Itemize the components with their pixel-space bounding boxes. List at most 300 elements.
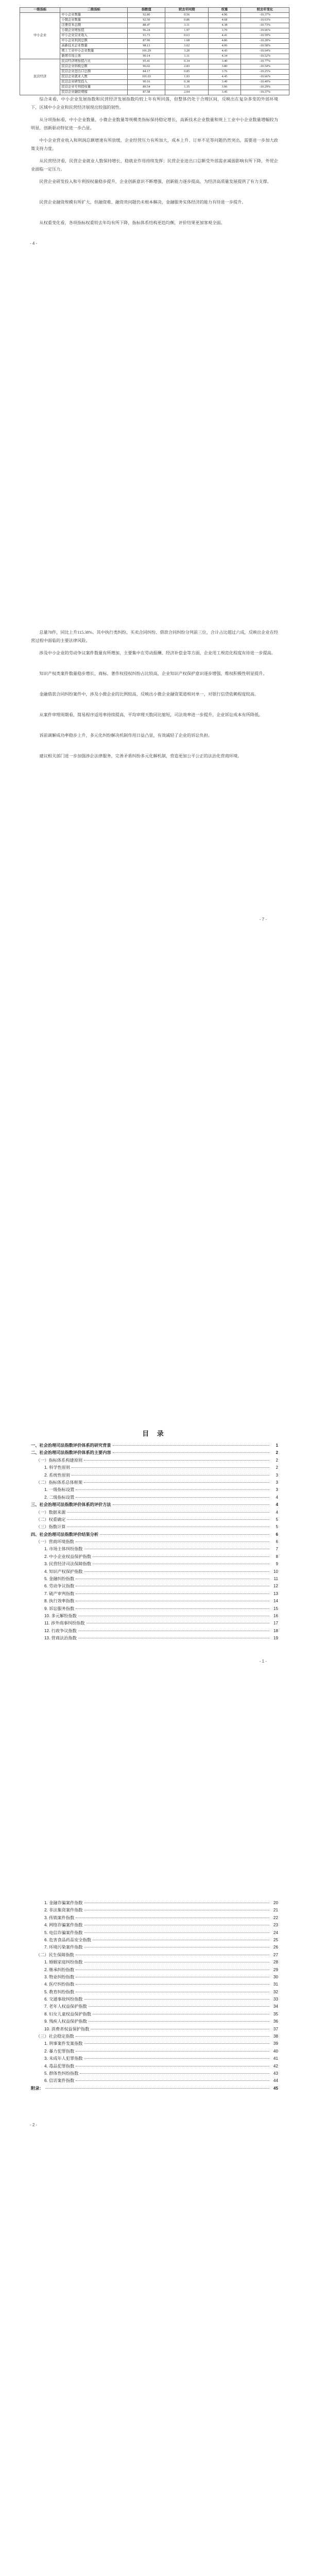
toc-entry[interactable]	[31, 1952, 278, 1959]
table-cell: 87.90	[128, 39, 165, 44]
toc-entry-title: 1. 科学性原则	[44, 1465, 71, 1470]
toc-entry-page: 30	[273, 1974, 278, 1979]
table-cell: 4.06	[209, 44, 241, 49]
toc-entry-title: 四、社会治理司法指数评价结果分析	[31, 1532, 99, 1537]
table-row	[20, 90, 289, 95]
toc-entry-page: 21	[273, 1908, 278, 1913]
table-cell: 小微企业数量	[60, 18, 128, 23]
paragraph: 从分项指标看，中小企业数量、小微企业数量等规模类指标保持稳定增长，高新技术企业数量和规上工业中小企业数量增幅较为明显，创新驱动特征进一步凸显。	[31, 117, 278, 130]
toc-entry-page: 5	[276, 1517, 278, 1522]
table-cell: 84.17	[128, 70, 165, 75]
toc-leader-dots	[76, 1608, 269, 1609]
toc-entry-title: 9. 诉讼服务指数	[44, 1606, 75, 1611]
page-number: - 4 -	[30, 241, 38, 246]
toc-entry-title: （二）权重确定	[36, 1517, 66, 1522]
toc-entry[interactable]	[31, 1930, 278, 1937]
toc-entry-page: 36	[273, 2019, 278, 2024]
toc-leader-dots	[76, 1984, 269, 1985]
toc-entry-page: 25	[273, 1937, 278, 1942]
toc-entry[interactable]	[31, 1465, 278, 1472]
toc-entry[interactable]	[31, 1458, 278, 1465]
toc-entry-title: 3. 物业纠纷指数	[44, 1974, 75, 1979]
toc-entry-page: 2	[276, 1465, 278, 1470]
paragraph: 从权重变化看，各项指标权重较去年均有所下降，指标体系结构更趋均衡，评价结果更加客观全面。	[39, 221, 225, 225]
toc-leader-dots	[84, 2058, 269, 2059]
toc-leader-dots	[67, 1519, 269, 1520]
toc-entry-page: 27	[273, 1952, 278, 1957]
table-cell: 4.68	[209, 18, 241, 23]
table-cell: 2.04	[165, 90, 209, 95]
table-cell: 2.83	[165, 64, 209, 70]
toc-entry-page: 22	[273, 1915, 278, 1920]
toc-entry[interactable]	[31, 1900, 278, 1907]
toc-entry-title: 5. 电信诈骗案件指数	[44, 1930, 83, 1935]
toc-entry-title: 1. 婚姻家庭纠纷指数	[44, 1960, 83, 1965]
toc-entry[interactable]	[31, 1583, 278, 1590]
toc-entry-title: 二、社会治理司法指数评价体系的主要内容	[31, 1450, 111, 1455]
table-row	[20, 13, 289, 18]
table-cell: 91.73	[128, 33, 165, 39]
toc-entry-title: 三、社会治理司法指数评价体系的评价方法	[31, 1502, 111, 1507]
toc-entry[interactable]	[31, 1517, 278, 1524]
toc-leader-dots	[93, 1556, 269, 1557]
toc-entry-title: 6. 交通事故纠纷指数	[44, 1997, 83, 2002]
table-row	[20, 18, 289, 23]
toc-leader-dots	[100, 1534, 269, 1535]
toc-leader-dots	[76, 2036, 269, 2037]
table-row	[20, 70, 289, 75]
table-row	[20, 80, 289, 85]
toc-leader-dots	[76, 1541, 269, 1542]
page-number: - 2 -	[30, 2123, 38, 2127]
toc-leader-dots	[76, 1489, 269, 1490]
toc-entry-page: 41	[273, 2056, 278, 2061]
page-number: - 7 -	[259, 917, 267, 922]
toc-leader-dots	[89, 2021, 269, 2022]
toc-entry-title: （二）民生保障指数	[36, 1952, 74, 1957]
toc-leader-dots	[67, 1512, 269, 1513]
toc-entry[interactable]	[31, 1532, 278, 1539]
toc-entry-page: 29	[273, 1967, 278, 1972]
table-group-cell: 中小企业	[20, 13, 60, 59]
toc-entry-page: 10	[273, 1569, 278, 1574]
table-row	[20, 44, 289, 49]
toc-entry-page: 39	[273, 2041, 278, 2046]
table-cell: 小微企业增加值	[60, 28, 128, 33]
toc-entry-title: 11. 涉外商事纠纷指数	[44, 1621, 85, 1626]
toc-entry[interactable]	[31, 1981, 278, 1989]
toc-entry-page: 16	[273, 1613, 278, 1618]
toc-entry[interactable]	[31, 1524, 278, 1531]
toc-entry-page: 9	[276, 1562, 278, 1567]
table-cell: 101.03	[128, 75, 165, 80]
toc-list	[31, 1900, 278, 2093]
table-cell: 0.85	[165, 70, 209, 75]
toc-entry[interactable]	[31, 1967, 278, 1974]
table-cell: 0.63	[165, 33, 209, 39]
toc-entry[interactable]	[31, 1613, 278, 1620]
toc-entry-page: 11	[273, 1577, 278, 1582]
toc-entry-page: 13	[273, 1591, 278, 1596]
toc-entry-title: （三）指数计算	[36, 1524, 66, 1530]
toc-entry[interactable]	[31, 1628, 278, 1635]
toc-entry-title: 一、社会治理司法指数评价体系的研究背景	[31, 1443, 111, 1448]
toc-title: 目 录	[142, 1430, 167, 1437]
toc-entry-page: 38	[273, 2034, 278, 2039]
toc-entry-page: 31	[273, 1982, 278, 1987]
toc-entry-page: 4	[276, 1502, 278, 1507]
table-cell: 3.20	[165, 49, 209, 54]
table-cell: 95.41	[128, 59, 165, 64]
table-cell: 4.45	[209, 75, 241, 80]
table-row	[20, 59, 289, 64]
toc-entry-title: 9. 残疾人权益保护指数	[44, 2019, 87, 2024]
toc-entry-title: 4. 知识产权保护指数	[44, 1569, 83, 1574]
toc-entry-title: 3. 民营经济司法保障指数	[44, 1562, 91, 1567]
toc-entry[interactable]	[31, 2086, 278, 2093]
toc-entry-page: 1	[276, 1443, 278, 1448]
toc-entry-title: 6. 危害食品药品安全指数	[44, 1937, 91, 1942]
toc-entry-page: 6	[276, 1532, 278, 1537]
toc-entry[interactable]	[31, 2004, 278, 2011]
table-cell: 注册资本总额	[60, 23, 128, 28]
table-cell: 1.97	[165, 28, 209, 33]
table-cell: 4.38	[209, 23, 241, 28]
table-header-cell: 一级指标	[20, 8, 60, 13]
table-cell: 0.56	[165, 13, 209, 18]
toc-leader-dots	[89, 2006, 269, 2007]
toc-entry-title: 4. 网络诈骗案件指数	[44, 1923, 83, 1928]
toc-entry[interactable]	[31, 1959, 278, 1967]
toc-entry[interactable]	[31, 1539, 278, 1546]
table-header-cell: 二级指标	[60, 8, 128, 13]
toc-entry-title: 1. 刑事案件发案指数	[44, 2041, 83, 2046]
toc-entry-page: 4	[276, 1495, 278, 1500]
table-cell: 101.29	[128, 49, 165, 54]
table-row	[20, 64, 289, 70]
paragraph: 民营企业研发投入和专利授权量稳步提升，企业创新意识不断增强，创新能力逐步提高，为经济高质量发展提供了有力支撑。	[39, 179, 271, 184]
toc-entry-page: 40	[273, 2048, 278, 2054]
document-page-2	[0, 608, 309, 1144]
toc-entry[interactable]	[31, 2011, 278, 2019]
toc-leader-dots	[113, 1445, 269, 1446]
table-cell: 民营企业进出口总额	[60, 70, 128, 75]
toc-entry-page: 4	[276, 1510, 278, 1515]
toc-leader-dots	[84, 1482, 269, 1483]
toc-page-2	[0, 1793, 309, 2442]
toc-entry-title: 5. 金融纠纷指数	[44, 1577, 75, 1582]
table-cell: 1.35	[165, 85, 209, 90]
toc-leader-dots	[76, 1497, 269, 1498]
toc-entry[interactable]	[31, 1620, 278, 1628]
toc-entry-page: 7	[276, 1547, 278, 1552]
toc-leader-dots	[113, 1452, 269, 1453]
table-cell: -10.25%	[241, 70, 289, 75]
toc-leader-dots	[84, 1571, 269, 1572]
table-cell: -10.77%	[241, 59, 289, 64]
toc-entry-page: 20	[273, 1901, 278, 1905]
table-cell: 中小企业数量	[60, 13, 128, 18]
toc-entry[interactable]	[31, 2026, 278, 2033]
table-cell: 3.11	[165, 23, 209, 28]
toc-entry-page: 23	[273, 1923, 278, 1928]
table-cell: 民营经济增加值占比	[60, 59, 128, 64]
table-cell: 90.14	[128, 54, 165, 59]
toc-entry-title: 2. 暴力犯罪指数	[44, 2048, 75, 2054]
toc-entry[interactable]	[31, 1996, 278, 2004]
paragraph: 综合来看，中小企业发展指数和民营经济发展指数均较上年有所回落，但整体仍处于合理区间，反映出在复杂多变的外部环境下，区域中小企业和民营经济展现出较强的韧性。	[31, 97, 278, 110]
toc-entry[interactable]	[31, 1606, 278, 1613]
table-cell: 96.02	[128, 64, 165, 70]
toc-entry-page: 3	[276, 1480, 278, 1485]
toc-entry[interactable]	[31, 1495, 278, 1502]
toc-entry[interactable]	[31, 2078, 278, 2085]
toc-leader-dots	[113, 1504, 269, 1505]
table-cell: 中小企业利润总额	[60, 39, 128, 44]
document-page-1	[0, 0, 309, 608]
table-cell: 民营企业研发投入	[60, 80, 128, 85]
toc-entry-page: 3	[276, 1472, 278, 1478]
toc-entry[interactable]	[31, 1635, 278, 1642]
table-cell: 89.54	[128, 85, 165, 90]
table-cell: 3.70	[209, 28, 241, 33]
toc-entry-title: 4. 毒品犯罪指数	[44, 2063, 75, 2069]
table-header-cell: 较去年变化	[241, 8, 289, 13]
table-row	[20, 33, 289, 39]
toc-entry-title: 2. 中小企业权益保护指数	[44, 1554, 91, 1559]
toc-entry[interactable]	[31, 1502, 278, 1509]
table-header-cell: 指数值	[128, 8, 165, 13]
toc-entry[interactable]	[31, 1907, 278, 1914]
paragraph: 知识产权类案件数量稳步增长，商标、著作权侵权纠纷占比较高，企业知识产权保护意识逐步增强，维权积极性明显提升。	[39, 671, 267, 676]
toc-entry-page: 32	[273, 1989, 278, 1994]
table-cell: -10.37%	[241, 90, 289, 95]
toc-entry[interactable]	[31, 1480, 278, 1487]
table-cell: -10.58%	[241, 44, 289, 49]
toc-entry-title: 10. 消费者权益保护指数	[44, 2026, 90, 2031]
table-cell: 民营企业融资规模	[60, 90, 128, 95]
toc-entry-page: 12	[273, 1584, 278, 1589]
toc-entry-page: 6	[276, 1539, 278, 1545]
table-cell: 3.45	[209, 90, 241, 95]
table-cell: 民营企业纳税总额	[60, 64, 128, 70]
toc-entry[interactable]	[31, 1554, 278, 1561]
toc-entry[interactable]	[31, 1989, 278, 1996]
paragraph: 金融借款合同纠纷案件中，涉及小微企业的比例较高，反映出小微企业融资渠道相对单一，对银行信贷依赖程度较高。	[39, 692, 259, 697]
toc-entry-page: 24	[273, 1930, 278, 1935]
toc-leader-dots	[45, 2088, 269, 2089]
table-cell: -10.52%	[241, 54, 289, 59]
table-cell: 3.96	[209, 85, 241, 90]
toc-entry[interactable]	[31, 1561, 278, 1568]
toc-entry-page: 28	[273, 1960, 278, 1965]
table-cell: 0.38	[165, 80, 209, 85]
table-cell: 规上工业中小企业数量	[60, 49, 128, 54]
toc-entry[interactable]	[31, 1937, 278, 1944]
table-row	[20, 23, 289, 28]
toc-entry[interactable]	[31, 2071, 278, 2078]
toc-entry-title: （二）指标体系总体框架	[36, 1480, 83, 1485]
toc-entry-title: 3. 未成年人犯罪指数	[44, 2056, 83, 2061]
paragraph: 从案件审理周期看，简易程序适用率持续提高，平均审理天数同比缩短，司法效率进一步提升，企业诉讼成本有所降低。	[39, 713, 263, 717]
toc-entry-title: （一）数据来源	[36, 1510, 66, 1515]
table-cell: 高新技术企业数量	[60, 44, 128, 49]
table-cell: 92.80	[128, 13, 165, 18]
toc-entry[interactable]	[31, 1576, 278, 1583]
table-row	[20, 54, 289, 59]
toc-leader-dots	[72, 1475, 269, 1476]
table-cell: 0.34	[165, 59, 209, 64]
toc-entry[interactable]	[31, 1944, 278, 1952]
toc-entry-page: 43	[273, 2071, 278, 2076]
toc-entry[interactable]	[31, 2056, 278, 2063]
toc-entry-page: 15	[273, 1606, 278, 1611]
toc-entry[interactable]	[31, 1591, 278, 1598]
table-cell: 98.13	[128, 44, 165, 49]
toc-page-3	[0, 2442, 309, 2576]
table-cell: 1.68	[165, 39, 209, 44]
indicator-table	[20, 7, 289, 95]
toc-entry-page: 17	[273, 1621, 278, 1626]
toc-leader-dots	[84, 1460, 269, 1461]
table-cell: 87.58	[128, 90, 165, 95]
paragraph: 民营企业融资规模有所扩大，但融资难、融资贵问题仍未根本解决，金融服务实体经济的能力有待进一步提升。	[39, 200, 246, 205]
toc-entry-title: 6. 劳动争议指数	[44, 1584, 75, 1589]
table-cell: 3.02	[165, 44, 209, 49]
table-cell: -10.29%	[241, 85, 289, 90]
toc-page-1	[0, 1144, 309, 1793]
paragraph: 建议相关部门进一步加强涉企法律服务，完善矛盾纠纷多元化解机制，营造更加公平公正的法治化营商环境。	[39, 754, 242, 758]
toc-entry-page: 2	[276, 1450, 278, 1455]
toc-entry-page: 3	[276, 1487, 278, 1493]
toc-entry-title: 2. 二级指标设置	[44, 1495, 75, 1500]
toc-entry[interactable]	[31, 1569, 278, 1576]
toc-entry-title: 6. 信访案件指数	[44, 2078, 75, 2083]
toc-entry[interactable]	[31, 1487, 278, 1494]
table-header-cell: 权重	[209, 8, 241, 13]
toc-entry[interactable]	[31, 1443, 278, 1450]
toc-entry[interactable]	[31, 1546, 278, 1553]
toc-entry-page: 26	[273, 1945, 278, 1950]
table-cell: 4.86	[209, 39, 241, 44]
table-group-cell: 民营经济	[20, 59, 60, 95]
paragraph: 涉及中小企业的劳动争议案件数量有所增加，主要集中在劳动报酬、经济补偿金等方面，企业用工规范化程度有待进一步提高。	[39, 651, 276, 655]
table-cell: 4.96	[209, 13, 241, 18]
toc-entry-page: 34	[273, 2004, 278, 2009]
toc-entry-title: 7. 老年人权益保护指数	[44, 2004, 87, 2009]
table-cell: 1.93	[165, 75, 209, 80]
toc-entry-page: 2	[276, 1458, 278, 1463]
toc-entry-page: 33	[273, 1997, 278, 2002]
toc-entry-title: 1. 市场主体纠纷指数	[44, 1547, 83, 1552]
table-cell: 90.16	[128, 80, 165, 85]
table-cell: 民营企业专利授权量	[60, 85, 128, 90]
toc-entry[interactable]	[31, 2048, 278, 2056]
toc-entry-title: 5. 教育纠纷指数	[44, 1989, 75, 1994]
page-number: - 1 -	[259, 1659, 267, 1664]
toc-entry-title: 12. 行政争议指数	[44, 1628, 77, 1633]
table-row	[20, 39, 289, 44]
paragraph: 诉前调解成功率稳步上升，多元化纠纷解决机制作用日益凸显，有效减轻了企业的诉讼负担。	[39, 733, 213, 738]
toc-entry-page: 42	[273, 2063, 278, 2069]
table-cell: 3.40	[209, 59, 241, 64]
table-cell: -10.40%	[241, 80, 289, 85]
toc-leader-dots	[72, 1467, 269, 1468]
toc-entry[interactable]	[31, 1510, 278, 1517]
toc-list	[31, 1443, 278, 1643]
table-cell: 1.11	[165, 54, 209, 59]
table-cell: 96.24	[128, 28, 165, 33]
toc-entry-page: 14	[273, 1599, 278, 1604]
toc-entry-page: 44	[273, 2078, 278, 2083]
toc-entry[interactable]	[31, 1974, 278, 1981]
toc-entry-page: 18	[273, 1628, 278, 1633]
toc-entry[interactable]	[31, 1598, 278, 1605]
toc-entry[interactable]	[31, 1915, 278, 1922]
toc-entry-title: 7. 破产审判指数	[44, 1591, 75, 1596]
toc-entry-page: 5	[276, 1524, 278, 1530]
table-header-row	[20, 8, 289, 13]
toc-entry-title: （一）营商环境指数	[36, 1539, 74, 1545]
toc-entry[interactable]	[31, 1472, 278, 1480]
paragraph: 从民营经济看，民营企业就业人数保持增长，稳就业作用持续发挥；民营企业进出口总额受外部需求减弱影响有所下降，外贸企业面临一定压力。	[31, 159, 278, 172]
toc-entry[interactable]	[31, 2063, 278, 2071]
table-cell: 中小企业营业收入	[60, 33, 128, 39]
table-cell: 3.49	[209, 80, 241, 85]
toc-entry-title: 附录：	[31, 2086, 44, 2091]
toc-entry-title: 7. 环境污染案件指数	[44, 1945, 83, 1950]
toc-entry[interactable]	[31, 1450, 278, 1457]
table-cell: 4.43	[209, 49, 241, 54]
toc-entry[interactable]	[31, 2019, 278, 2026]
toc-entry[interactable]	[31, 2033, 278, 2041]
toc-entry-title: 13. 营商法治指数	[44, 1636, 77, 1641]
table-cell: 4.41	[209, 33, 241, 39]
toc-entry-title: 2. 非法集资案件指数	[44, 1908, 83, 1913]
table-row	[20, 85, 289, 90]
toc-entry-page: 45	[273, 2086, 278, 2091]
toc-leader-dots	[84, 2043, 269, 2044]
table-cell: -10.66%	[241, 75, 289, 80]
toc-entry-title: 3. 传销案件指数	[44, 1915, 75, 1920]
toc-leader-dots	[76, 2080, 269, 2081]
toc-leader-dots	[76, 2051, 269, 2052]
table-cell: -10.73%	[241, 23, 289, 28]
toc-entry-page: 35	[273, 2011, 278, 2016]
table-row	[20, 49, 289, 54]
table-cell: -10.28%	[241, 39, 289, 44]
toc-entry-title: 1. 一级指标设置	[44, 1487, 75, 1493]
toc-entry[interactable]	[31, 2041, 278, 2048]
toc-entry-page: 19	[273, 1636, 278, 1641]
toc-entry-title: （一）指标体系构建原则	[36, 1458, 83, 1463]
table-cell: 3.76	[209, 70, 241, 75]
toc-entry-title: 2. 系统性原则	[44, 1472, 71, 1478]
toc-entry[interactable]	[31, 1922, 278, 1929]
paragraph: 总量78件，同比上升115.38%。其中执行类纠纷、买卖合同纠纷、借款合同纠纷分列前三位，合计占比超过六成，反映出企业在经营过程中面临的主要法律风险。	[31, 630, 278, 643]
table-cell: 0.86	[165, 18, 209, 23]
table-row	[20, 28, 289, 33]
toc-entry-title: 5. 群体性纠纷指数	[44, 2071, 79, 2076]
table-cell: 4.34	[209, 54, 241, 59]
toc-entry-page: 8	[276, 1554, 278, 1559]
table-cell: -10.63%	[241, 18, 289, 23]
toc-entry-title: 8. 妇女儿童权益保护指数	[44, 2011, 91, 2016]
paragraph: 中小企业营业收入和利润总额增速有所放缓，企业经营压力有所加大，成本上升、订单不足等问题仍然突出，需要进一步加大政策支持力度。	[31, 138, 278, 151]
table-cell: -10.64%	[241, 49, 289, 54]
toc-leader-dots	[80, 2073, 269, 2074]
toc-entry-title: 2. 继承纠纷指数	[44, 1967, 75, 1972]
